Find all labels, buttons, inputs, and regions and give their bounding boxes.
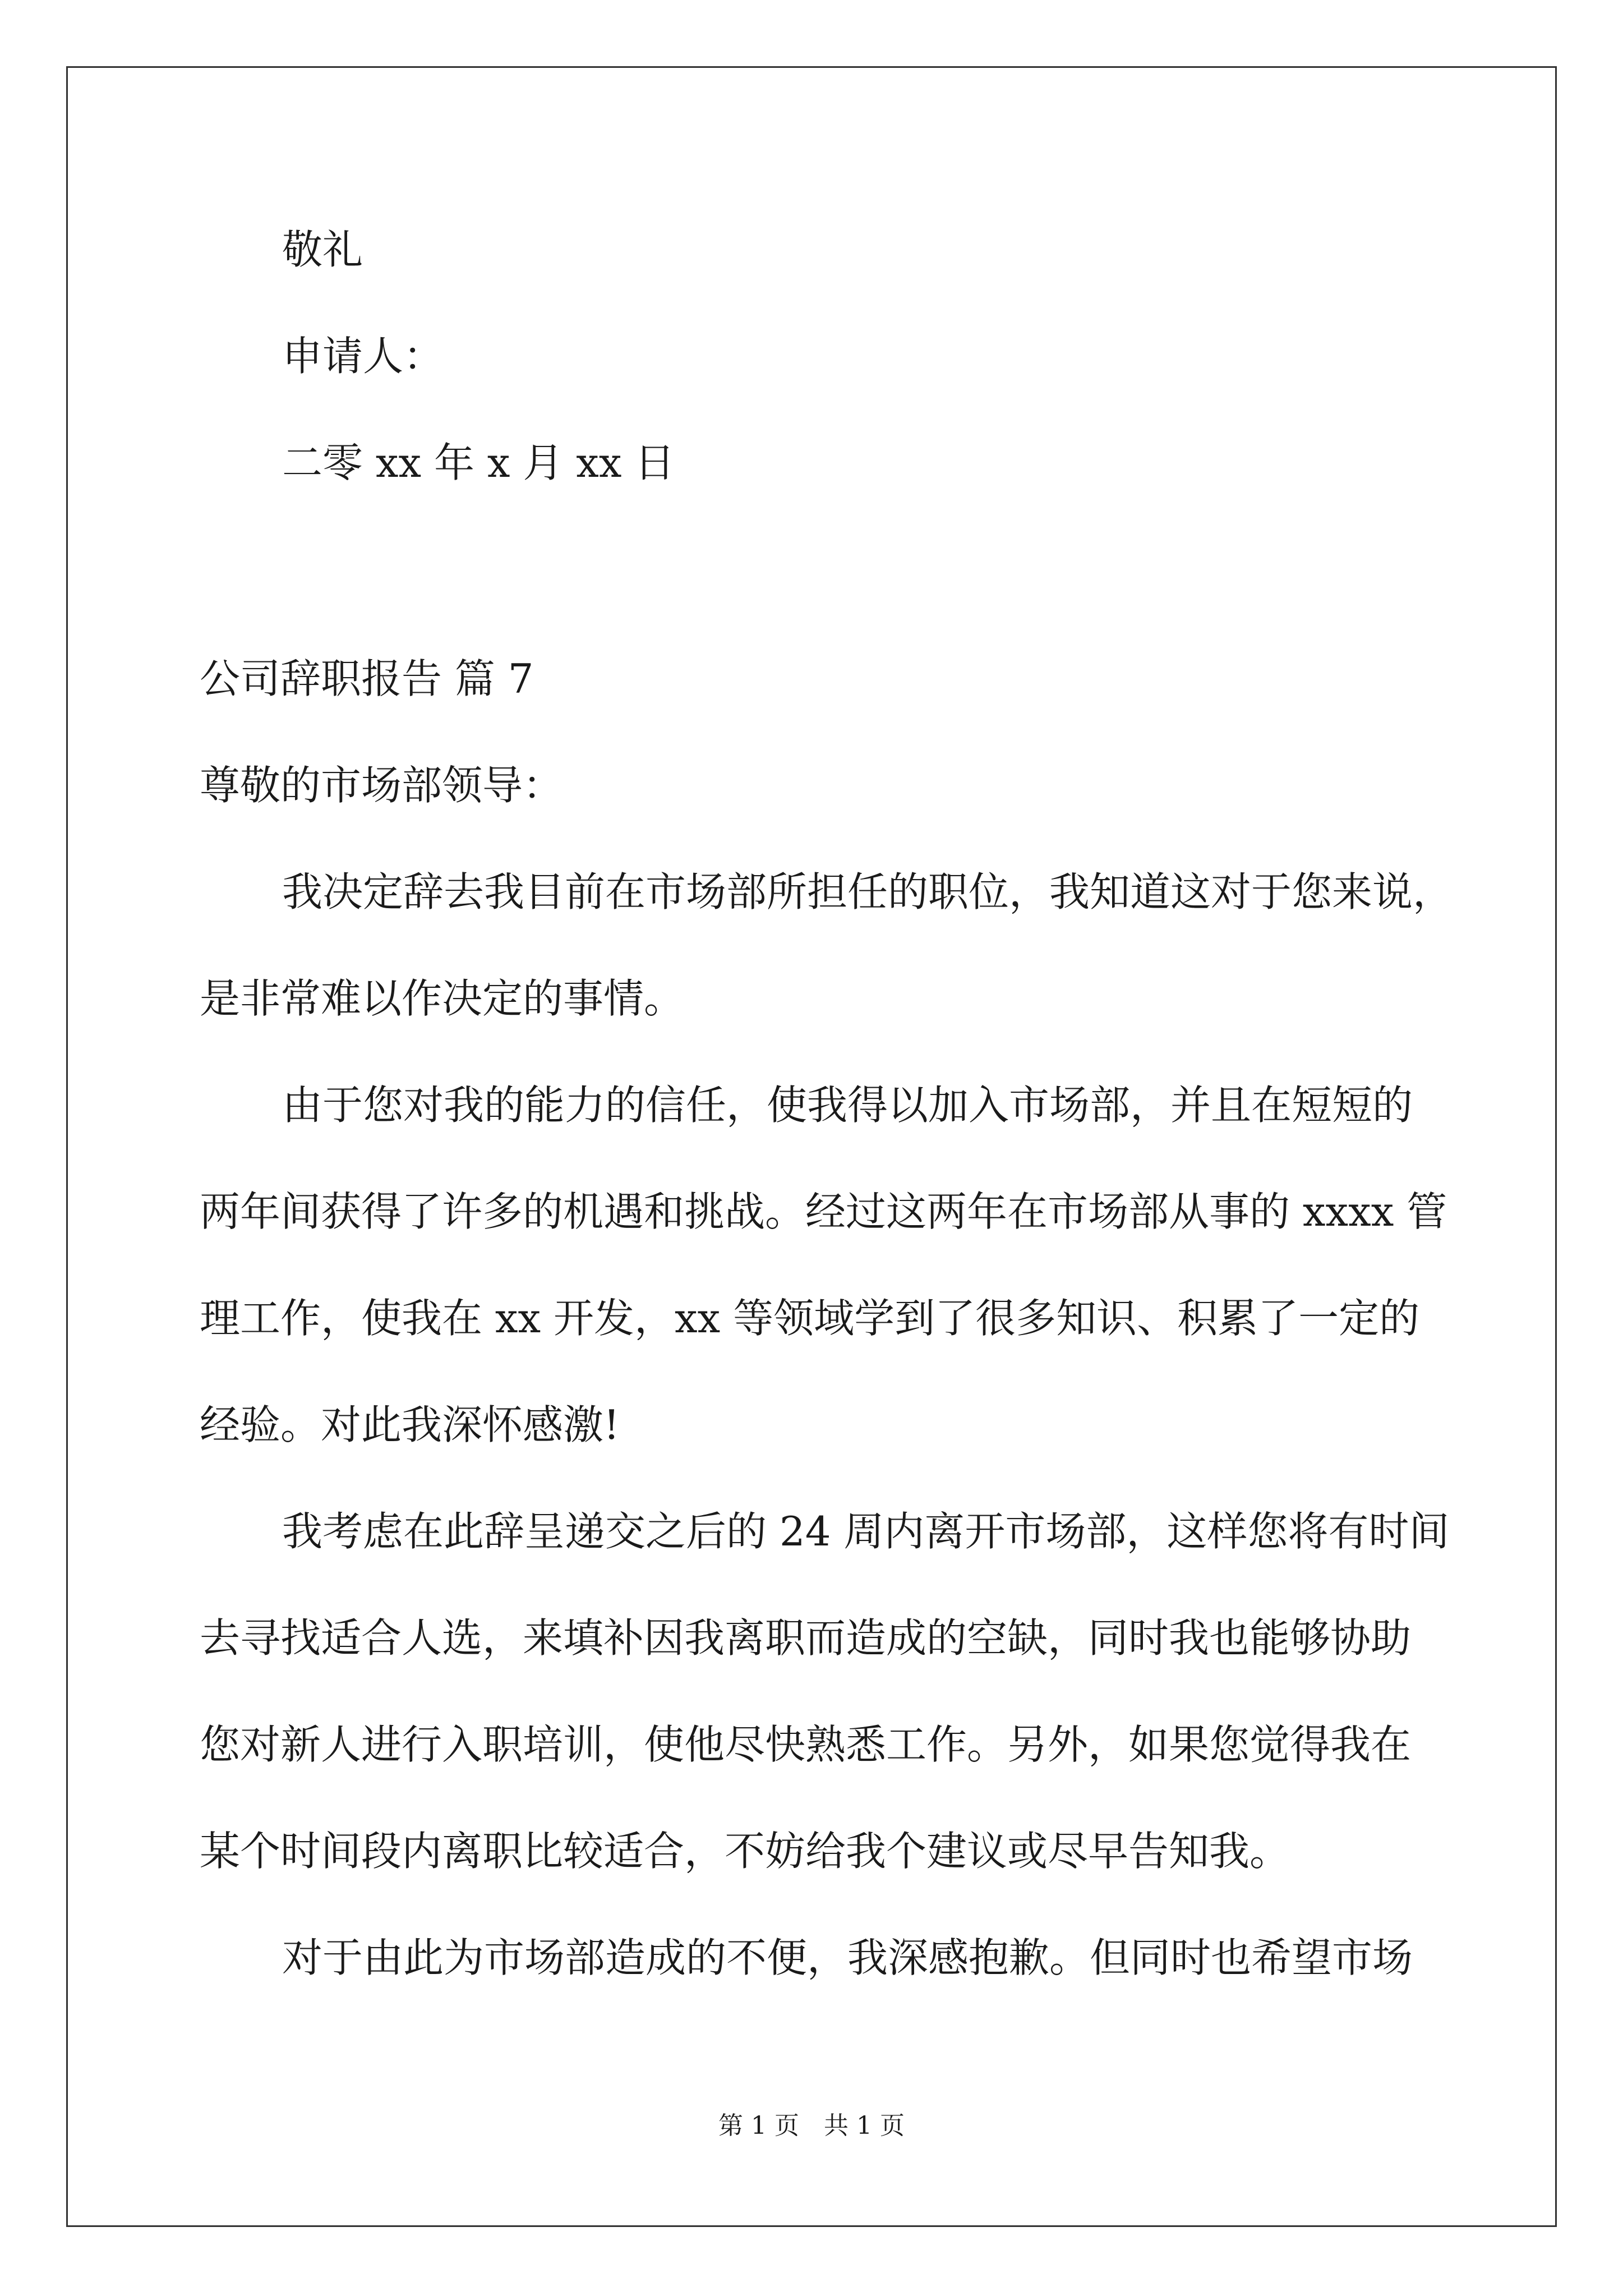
- closing-applicant: 申请人：: [282, 333, 444, 380]
- paragraph-3-line-1: 我考虑在此辞呈递交之后的 24 周内离开市场部，这样您将有时间: [282, 1508, 1450, 1555]
- page-border: [66, 66, 1557, 2227]
- closing-salutation: 敬礼: [282, 226, 363, 273]
- paragraph-3-line-2: 去寻找适合人选，来填补因我离职而造成的空缺，同时我也能够协助: [200, 1614, 1412, 1662]
- paragraph-2-line-1: 由于您对我的能力的信任，使我得以加入市场部，并且在短短的: [282, 1082, 1413, 1129]
- section-title: 公司辞职报告 篇 7: [200, 655, 534, 702]
- paragraph-2-line-2: 两年间获得了许多的机遇和挑战。经过这两年在市场部从事的 xxxx 管: [200, 1188, 1447, 1235]
- paragraph-2-line-4: 经验。对此我深怀感激!: [200, 1401, 620, 1448]
- paragraph-4-line-1: 对于由此为市场部造成的不便，我深感抱歉。但同时也希望市场: [282, 1934, 1413, 1981]
- paragraph-3-line-4: 某个时间段内离职比较适合，不妨给我个建议或尽早告知我。: [200, 1828, 1290, 1875]
- closing-date: 二零 xx 年 x 月 xx 日: [282, 439, 675, 486]
- paragraph-2-line-3: 理工作，使我在 xx 开发，xx 等领域学到了很多知识、积累了一定的: [200, 1295, 1420, 1342]
- page-footer: 第 1 页 共 1 页: [718, 2111, 905, 2140]
- paragraph-1-line-2: 是非常难以作决定的事情。: [200, 975, 685, 1022]
- greeting: 尊敬的市场部领导：: [200, 762, 564, 809]
- paragraph-3-line-3: 您对新人进行入职培训，使他尽快熟悉工作。另外，如果您觉得我在: [200, 1721, 1412, 1768]
- paragraph-1-line-1: 我决定辞去我目前在市场部所担任的职位，我知道这对于您来说，: [282, 868, 1454, 915]
